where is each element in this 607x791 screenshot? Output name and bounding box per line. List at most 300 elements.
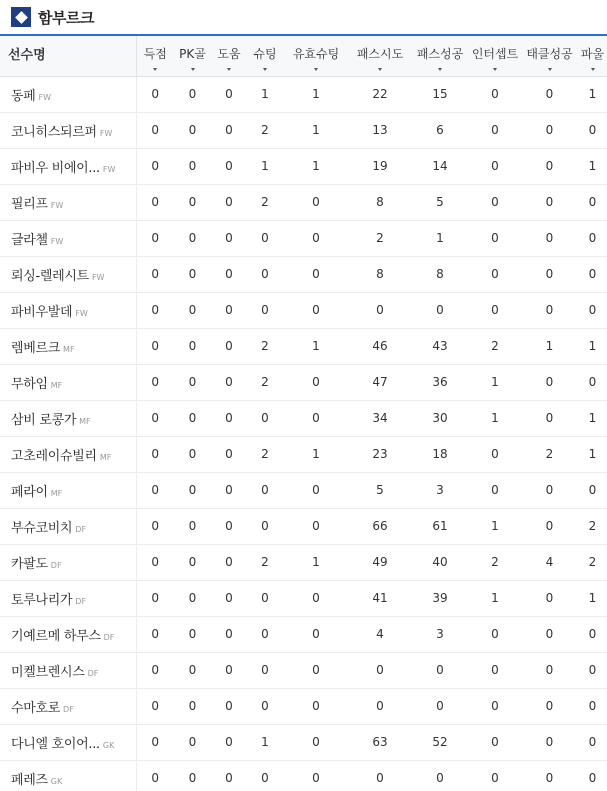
stat-cell: 0 <box>211 400 247 436</box>
sort-arrow-icon <box>548 68 552 71</box>
stat-cell: 19 <box>349 148 411 184</box>
sort-arrow-icon <box>227 68 231 71</box>
stat-cell: 8 <box>349 184 411 220</box>
player-position: FW <box>102 164 116 174</box>
stat-cell: 4 <box>349 616 411 652</box>
player-position: DF <box>75 596 87 606</box>
stat-cell: 0 <box>521 184 578 220</box>
stat-cell: 1 <box>469 508 521 544</box>
stat-cell: 0 <box>521 472 578 508</box>
player-name-cell <box>0 616 136 652</box>
stat-cell: 2 <box>247 364 283 400</box>
column-header-label: 인터셉트 <box>471 47 519 62</box>
player-name-cell <box>0 148 136 184</box>
stat-cell: 18 <box>411 436 469 472</box>
player-position: FW <box>75 308 88 318</box>
stat-cell: 0 <box>469 616 521 652</box>
stat-cell: 0 <box>136 256 174 292</box>
stat-cell: 0 <box>283 652 349 688</box>
stat-cell: 0 <box>469 652 521 688</box>
stat-cell: 0 <box>349 688 411 724</box>
player-name-cell <box>0 688 136 724</box>
stat-cell: 0 <box>247 580 283 616</box>
player-position: MF <box>50 488 63 498</box>
stat-cell: 0 <box>578 616 607 652</box>
stat-cell: 0 <box>521 508 578 544</box>
stat-cell: 0 <box>247 652 283 688</box>
stat-cell: 0 <box>469 688 521 724</box>
player-name-cell <box>0 580 136 616</box>
player-position: DF <box>50 560 62 570</box>
column-header-player: 선수명 <box>0 36 136 76</box>
player-name[interactable]: 필리프 <box>11 196 48 212</box>
table-row <box>0 76 607 112</box>
table-row <box>0 400 607 436</box>
stat-cell: 1 <box>283 328 349 364</box>
stat-cell: 1 <box>578 328 607 364</box>
stat-cell: 0 <box>211 112 247 148</box>
player-name-cell <box>0 724 136 760</box>
player-position: MF <box>99 452 112 462</box>
stat-cell: 2 <box>578 508 607 544</box>
column-header-label: 패스성공 <box>416 47 464 62</box>
player-position: FW <box>99 128 113 138</box>
stat-cell: 0 <box>211 184 247 220</box>
stat-cell: 2 <box>247 544 283 580</box>
stat-cell: 0 <box>136 184 174 220</box>
stat-cell: 0 <box>174 76 211 112</box>
player-position: FW <box>91 272 105 282</box>
stat-cell: 0 <box>174 364 211 400</box>
player-position: DF <box>75 524 87 534</box>
player-name-cell <box>0 76 136 112</box>
stat-cell: 0 <box>578 472 607 508</box>
table-row <box>0 220 607 256</box>
stat-cell: 2 <box>247 112 283 148</box>
stat-cell: 0 <box>211 760 247 791</box>
stat-cell: 0 <box>174 328 211 364</box>
stat-cell: 0 <box>578 652 607 688</box>
column-header-stat[interactable] <box>578 36 607 76</box>
stat-cell: 0 <box>174 256 211 292</box>
player-position: DF <box>63 704 74 714</box>
stat-cell: 0 <box>136 580 174 616</box>
stat-cell: 0 <box>174 760 211 791</box>
stat-cell: 0 <box>283 688 349 724</box>
stat-cell: 0 <box>136 508 174 544</box>
stat-cell: 0 <box>578 760 607 791</box>
stat-cell: 0 <box>211 616 247 652</box>
player-position: DF <box>103 632 115 642</box>
player-name[interactable]: 무하임 <box>11 376 48 392</box>
player-position: MF <box>63 344 75 354</box>
stat-cell: 3 <box>411 616 469 652</box>
stat-cell: 0 <box>211 328 247 364</box>
stat-cell: 1 <box>578 76 607 112</box>
player-name[interactable]: 파비우발데 <box>11 304 73 320</box>
stat-cell: 0 <box>283 580 349 616</box>
stat-cell: 0 <box>174 220 211 256</box>
stat-cell: 0 <box>211 580 247 616</box>
player-position: FW <box>38 92 52 102</box>
table-row <box>0 328 607 364</box>
stat-cell: 2 <box>247 184 283 220</box>
stat-cell: 0 <box>521 364 578 400</box>
column-header-stat[interactable] <box>283 36 349 76</box>
stat-cell: 30 <box>411 400 469 436</box>
stat-cell: 1 <box>578 436 607 472</box>
stat-cell: 0 <box>578 364 607 400</box>
stat-cell: 0 <box>411 760 469 791</box>
stat-cell: 0 <box>174 580 211 616</box>
column-header-label: 유효슈팅 <box>292 47 340 62</box>
stat-cell: 2 <box>521 436 578 472</box>
player-name[interactable]: 렘베르크 <box>11 340 61 356</box>
stat-cell: 0 <box>578 688 607 724</box>
sort-arrow-icon <box>314 68 318 71</box>
stat-cell: 0 <box>211 688 247 724</box>
stat-cell: 0 <box>521 652 578 688</box>
stat-cell: 0 <box>349 652 411 688</box>
stat-cell: 0 <box>469 148 521 184</box>
stat-cell: 0 <box>211 364 247 400</box>
stat-cell: 0 <box>136 148 174 184</box>
stat-cell: 0 <box>283 364 349 400</box>
player-position: FW <box>50 236 64 246</box>
stat-cell: 0 <box>174 616 211 652</box>
player-name-cell <box>0 436 136 472</box>
stat-cell: 0 <box>136 364 174 400</box>
stat-cell: 1 <box>283 148 349 184</box>
table-row <box>0 184 607 220</box>
stat-cell: 0 <box>174 292 211 328</box>
sort-arrow-icon <box>153 68 157 71</box>
column-header-label: 파울 <box>580 47 605 62</box>
stat-cell: 0 <box>174 400 211 436</box>
player-name[interactable]: 삼비 로콩가 <box>11 412 77 428</box>
stat-cell: 0 <box>521 76 578 112</box>
stat-cell: 0 <box>283 508 349 544</box>
stat-cell: 0 <box>136 652 174 688</box>
player-name-cell <box>0 544 136 580</box>
stat-cell: 0 <box>578 256 607 292</box>
stat-cell: 0 <box>136 112 174 148</box>
stat-cell: 0 <box>283 760 349 791</box>
table-row <box>0 364 607 400</box>
stat-cell: 0 <box>411 292 469 328</box>
stat-cell: 0 <box>247 292 283 328</box>
stat-cell: 0 <box>211 652 247 688</box>
stat-cell: 0 <box>247 220 283 256</box>
stat-cell: 0 <box>174 688 211 724</box>
stat-cell: 1 <box>247 76 283 112</box>
column-header-stat[interactable] <box>411 36 469 76</box>
player-name[interactable]: 고초레이슈빌리 <box>11 448 97 464</box>
stat-cell: 0 <box>136 724 174 760</box>
column-header-stat[interactable] <box>247 36 283 76</box>
player-name[interactable]: 코니히스되르퍼 <box>11 124 97 140</box>
player-name-cell <box>0 364 136 400</box>
player-name[interactable]: 파비우 비에이... <box>11 160 100 176</box>
stat-cell: 2 <box>469 328 521 364</box>
stat-cell: 0 <box>521 292 578 328</box>
team-name: 함부르크 <box>38 8 94 27</box>
column-header-stat[interactable] <box>469 36 521 76</box>
table-row <box>0 652 607 688</box>
stat-cell: 0 <box>469 760 521 791</box>
player-name[interactable]: 토루나리가 <box>11 592 73 608</box>
stat-cell: 0 <box>521 760 578 791</box>
table-header-row <box>0 36 607 76</box>
stat-cell: 0 <box>247 472 283 508</box>
stat-cell: 0 <box>521 688 578 724</box>
stat-cell: 0 <box>211 220 247 256</box>
stat-cell: 0 <box>521 580 578 616</box>
player-name[interactable]: 부슈코비치 <box>11 520 73 536</box>
stat-cell: 5 <box>411 184 469 220</box>
player-name[interactable]: 수마호로 <box>11 700 61 716</box>
stat-cell: 0 <box>469 112 521 148</box>
stat-cell: 0 <box>211 148 247 184</box>
stat-cell: 40 <box>411 544 469 580</box>
stat-cell: 41 <box>349 580 411 616</box>
player-name[interactable]: 동페 <box>11 88 36 104</box>
column-header-label: 득점 <box>143 47 167 62</box>
player-name-cell <box>0 328 136 364</box>
stat-cell: 0 <box>411 688 469 724</box>
player-name[interactable]: 기예르메 하무스 <box>11 628 101 644</box>
stat-cell: 0 <box>469 292 521 328</box>
player-stats-table <box>0 36 607 791</box>
stat-cell: 1 <box>469 400 521 436</box>
stat-cell: 46 <box>349 328 411 364</box>
stat-cell: 0 <box>521 724 578 760</box>
player-name-cell <box>0 256 136 292</box>
player-position: MF <box>79 416 91 426</box>
player-name-cell <box>0 112 136 148</box>
stat-cell: 0 <box>247 400 283 436</box>
stat-cell: 0 <box>578 220 607 256</box>
stat-cell: 1 <box>247 724 283 760</box>
stat-cell: 0 <box>136 688 174 724</box>
stat-cell: 0 <box>578 184 607 220</box>
stat-cell: 6 <box>411 112 469 148</box>
player-name[interactable]: 페라이 <box>11 484 48 500</box>
stat-cell: 0 <box>136 400 174 436</box>
table-row <box>0 148 607 184</box>
stat-cell: 43 <box>411 328 469 364</box>
player-name-cell <box>0 472 136 508</box>
stat-cell: 0 <box>136 76 174 112</box>
table-row <box>0 544 607 580</box>
stat-cell: 0 <box>469 472 521 508</box>
stat-cell: 1 <box>283 76 349 112</box>
stat-cell: 0 <box>174 184 211 220</box>
stat-cell: 1 <box>578 580 607 616</box>
stat-cell: 0 <box>174 148 211 184</box>
stat-cell: 0 <box>136 292 174 328</box>
stat-cell: 0 <box>469 436 521 472</box>
stat-cell: 34 <box>349 400 411 436</box>
team-header <box>0 0 607 36</box>
stat-cell: 0 <box>174 724 211 760</box>
stat-cell: 1 <box>411 220 469 256</box>
stat-cell: 0 <box>136 760 174 791</box>
column-header-label: PK골 <box>179 47 206 62</box>
player-position: GK <box>50 776 63 786</box>
stat-cell: 2 <box>469 544 521 580</box>
stat-cell: 3 <box>411 472 469 508</box>
sort-arrow-icon <box>591 68 595 71</box>
stat-cell: 0 <box>174 544 211 580</box>
stat-cell: 52 <box>411 724 469 760</box>
player-name-cell <box>0 508 136 544</box>
column-header-stat[interactable] <box>211 36 247 76</box>
stat-cell: 0 <box>211 544 247 580</box>
stat-cell: 0 <box>521 112 578 148</box>
stat-cell: 15 <box>411 76 469 112</box>
stat-cell: 8 <box>349 256 411 292</box>
stat-cell: 2 <box>247 436 283 472</box>
player-position: GK <box>102 740 115 750</box>
stat-cell: 0 <box>174 472 211 508</box>
stat-cell: 0 <box>283 220 349 256</box>
stat-cell: 1 <box>578 400 607 436</box>
player-name[interactable]: 뢰싱-렐레시트 <box>11 268 89 284</box>
stat-cell: 0 <box>136 436 174 472</box>
stat-cell: 0 <box>136 544 174 580</box>
stat-cell: 0 <box>211 472 247 508</box>
stat-cell: 0 <box>521 616 578 652</box>
stat-cell: 0 <box>211 292 247 328</box>
stat-cell: 0 <box>136 220 174 256</box>
stat-cell: 66 <box>349 508 411 544</box>
stat-cell: 0 <box>578 112 607 148</box>
player-name[interactable]: 페레즈 <box>11 772 48 788</box>
column-header-stat[interactable] <box>349 36 411 76</box>
table-row <box>0 760 607 791</box>
sort-arrow-icon <box>191 68 195 71</box>
stat-cell: 0 <box>521 400 578 436</box>
stat-cell: 8 <box>411 256 469 292</box>
stat-cell: 0 <box>469 184 521 220</box>
stat-cell: 1 <box>283 544 349 580</box>
table-row <box>0 508 607 544</box>
table-row <box>0 688 607 724</box>
stat-cell: 49 <box>349 544 411 580</box>
stat-cell: 0 <box>521 148 578 184</box>
player-name-cell <box>0 400 136 436</box>
table-body <box>0 76 607 791</box>
table-row <box>0 472 607 508</box>
stat-cell: 2 <box>247 328 283 364</box>
column-header-label: 도움 <box>217 47 241 62</box>
table-row <box>0 616 607 652</box>
stat-cell: 39 <box>411 580 469 616</box>
table-row <box>0 436 607 472</box>
stat-cell: 0 <box>247 616 283 652</box>
stat-cell: 0 <box>174 436 211 472</box>
stat-cell: 0 <box>174 652 211 688</box>
stat-cell: 0 <box>283 256 349 292</box>
stat-cell: 0 <box>136 472 174 508</box>
table-row <box>0 112 607 148</box>
stat-cell: 0 <box>211 256 247 292</box>
stat-cell: 0 <box>578 724 607 760</box>
stat-cell: 14 <box>411 148 469 184</box>
column-header-stat[interactable] <box>136 36 174 76</box>
stat-cell: 1 <box>283 436 349 472</box>
stat-cell: 0 <box>211 76 247 112</box>
stat-cell: 13 <box>349 112 411 148</box>
hsv-diamond-logo-icon <box>11 7 31 27</box>
player-name[interactable]: 다니엘 호이어... <box>11 736 100 752</box>
stat-cell: 1 <box>469 580 521 616</box>
stat-cell: 0 <box>211 508 247 544</box>
player-position: FW <box>50 200 64 210</box>
stat-cell: 63 <box>349 724 411 760</box>
player-name[interactable]: 카팔도 <box>11 556 48 572</box>
stat-cell: 0 <box>283 616 349 652</box>
table-row <box>0 724 607 760</box>
table-row <box>0 292 607 328</box>
sort-arrow-icon <box>438 68 442 71</box>
stat-cell: 1 <box>521 328 578 364</box>
player-name[interactable]: 글라첼 <box>11 232 48 248</box>
stat-cell: 0 <box>578 292 607 328</box>
player-name-cell <box>0 292 136 328</box>
stat-cell: 0 <box>247 508 283 544</box>
stat-cell: 0 <box>469 724 521 760</box>
stat-cell: 36 <box>411 364 469 400</box>
stat-cell: 0 <box>174 112 211 148</box>
player-position: MF <box>50 380 63 390</box>
sort-arrow-icon <box>378 68 382 71</box>
stat-cell: 1 <box>247 148 283 184</box>
stat-cell: 0 <box>136 328 174 364</box>
stat-cell: 4 <box>521 544 578 580</box>
player-name-cell <box>0 652 136 688</box>
column-header-label: 슈팅 <box>253 47 277 62</box>
column-header-stat[interactable] <box>174 36 211 76</box>
player-name-cell <box>0 184 136 220</box>
stat-cell: 0 <box>283 724 349 760</box>
stat-cell: 47 <box>349 364 411 400</box>
stat-cell: 0 <box>283 472 349 508</box>
stat-cell: 0 <box>283 292 349 328</box>
stat-cell: 0 <box>349 292 411 328</box>
column-header-label: 패스시도 <box>356 47 404 62</box>
player-name[interactable]: 미켈브렌시스 <box>11 664 85 680</box>
stat-cell: 2 <box>578 544 607 580</box>
stat-cell: 61 <box>411 508 469 544</box>
stat-cell: 0 <box>469 256 521 292</box>
column-header-stat[interactable] <box>521 36 578 76</box>
stat-cell: 23 <box>349 436 411 472</box>
stat-cell: 0 <box>283 184 349 220</box>
stat-cell: 0 <box>247 688 283 724</box>
stat-cell: 0 <box>174 508 211 544</box>
stat-cell: 22 <box>349 76 411 112</box>
stat-cell: 5 <box>349 472 411 508</box>
stat-cell: 0 <box>211 724 247 760</box>
table-row <box>0 580 607 616</box>
table-row <box>0 256 607 292</box>
stat-cell: 0 <box>136 616 174 652</box>
player-name-cell <box>0 760 136 791</box>
stat-cell: 0 <box>211 436 247 472</box>
stat-cell: 0 <box>283 400 349 436</box>
